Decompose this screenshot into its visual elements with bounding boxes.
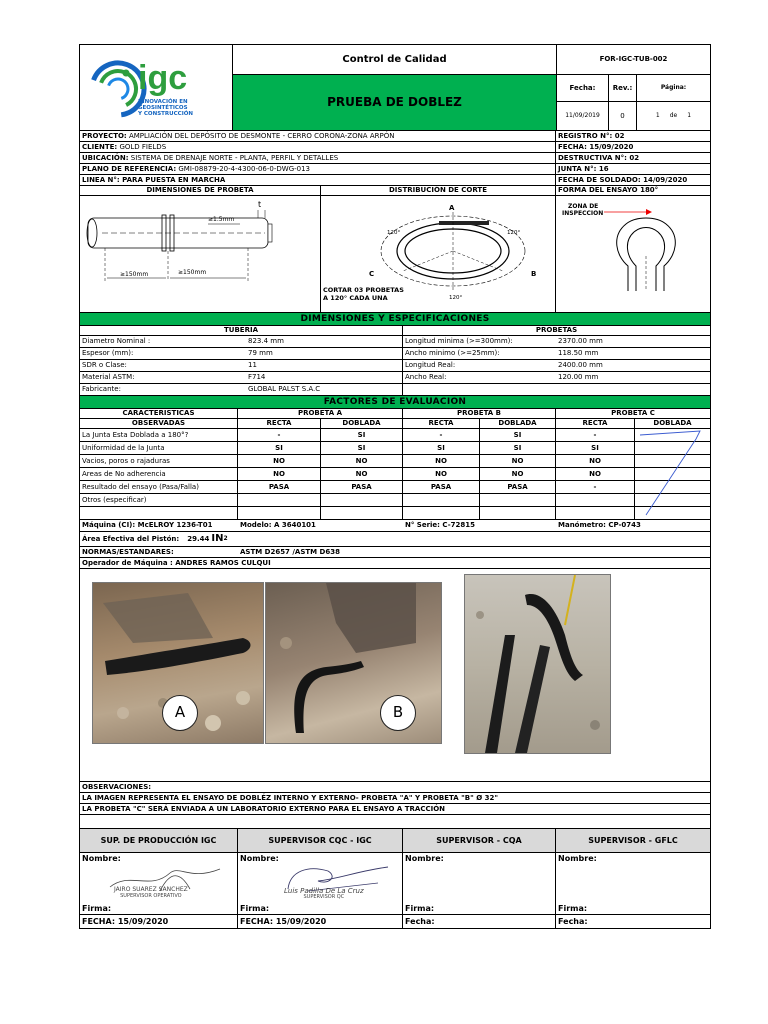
factor-value: NO (321, 455, 403, 467)
factor-row (80, 442, 710, 455)
proyecto-label: PROYECTO: (82, 131, 127, 140)
probeta-spec-label: Ancho minimo (>=25mm): (405, 349, 500, 358)
maquina: Máquina (CI): McELROY 1236-T01 (82, 521, 213, 530)
svg-text:INNOVACIÓN EN: INNOVACIÓN EN (138, 98, 188, 105)
probeta-spec-value: 2400.00 mm (558, 361, 603, 370)
probeta-spec-label: Longitud Real: (405, 361, 456, 370)
sig1-role: SUPERVISOR OPERATIVO (120, 892, 182, 899)
factor-value: SI (321, 442, 403, 454)
c-recta: RECTA (556, 419, 635, 428)
probeta-spec-label: Longitud minima (>=300mm): (405, 337, 513, 346)
factor-row (80, 494, 710, 507)
observaciones-line1-row (80, 793, 710, 804)
signature-block-2 (238, 853, 403, 914)
spec-value: 823.4 mm (238, 336, 403, 347)
factor-value: SI (321, 429, 403, 441)
dim-title: DIMENSIONES DE PROBETA (80, 186, 321, 195)
title-top: Control de Calidad (233, 45, 556, 75)
firma-label-4: Firma: (558, 903, 588, 913)
svg-text:GEOSINTÉTICOS: GEOSINTÉTICOS (138, 104, 188, 111)
factor-row (80, 481, 710, 494)
photo-label-b: B (380, 695, 416, 731)
cortar-line2: A 120° CADA UNA (323, 293, 388, 302)
nombre-label-2: Nombre: (240, 854, 279, 863)
factor-row (80, 455, 710, 468)
observaciones-label: OBSERVACIONES: (82, 782, 152, 791)
factor-value: PASA (403, 481, 480, 493)
sig2-role: SUPERVISOR QC (303, 894, 345, 901)
manometro: Manómetro: CP-0743 (558, 521, 641, 530)
plano-label: PLANO DE REFERENCIA: (82, 164, 177, 173)
operador-row (80, 558, 710, 569)
observaciones-label-row (80, 782, 710, 793)
cortar-line1: CORTAR 03 PROBETAS (323, 285, 404, 294)
destructiva: DESTRUCTIVA N°: 02 (558, 153, 640, 162)
c-doblada: DOBLADA (653, 419, 692, 428)
linea: LINEA N°: PARA PUESTA EN MARCHA (80, 175, 556, 185)
b-recta: RECTA (403, 419, 480, 428)
spec-label: Diametro Nominal : (82, 337, 151, 346)
ubicacion-row (80, 153, 710, 164)
factor-value: SI (403, 442, 480, 454)
plano-row (80, 164, 710, 175)
factor-value (556, 507, 635, 519)
deg-left: 120° (387, 229, 401, 236)
observaciones-line2-row (80, 804, 710, 815)
sig-fecha-2: FECHA: 15/09/2020 (238, 915, 403, 928)
probeta-c-header: PROBETA C (611, 409, 655, 418)
rev-label: Rev.: (609, 75, 637, 101)
probeta-dimension-diagram (80, 196, 321, 312)
cliente-label: CLIENTE: (82, 142, 118, 151)
sig1-name: JAIRO SUAREZ SANCHEZ (114, 886, 188, 893)
signature-block-1 (80, 853, 238, 914)
deg-right: 120° (507, 229, 521, 236)
spec-row (80, 348, 710, 360)
signature-dates (80, 915, 710, 928)
proyecto-value: AMPLIACIÓN DEL DEPÓSITO DE DESMONTE - CERRO CORONA-ZONA ARPÓN (128, 131, 395, 140)
nombre-label-4: Nombre: (558, 854, 597, 863)
signature-block-3 (403, 853, 556, 914)
specs-band-title: DIMENSIONES Y ESPECIFICACIONES (80, 313, 710, 325)
factor-value (556, 494, 635, 506)
dim-150mm-right: ≥150mm (178, 268, 207, 276)
ubicacion-value: SISTEMA DE DRENAJE NORTE - PLANTA, PERFIL Y DETALLES (130, 153, 339, 162)
photo-label-a: A (162, 695, 198, 731)
sig2-name: Luis Padilla De La Cruz (284, 887, 364, 895)
spec-label: Fabricante: (82, 385, 121, 394)
spec-value: 79 mm (238, 348, 403, 359)
spec-value: GLOBAL PALST S.A.C (238, 384, 403, 395)
probeta-a-header: PROBETA A (238, 409, 403, 418)
probeta-b-header: PROBETA B (403, 409, 556, 418)
nombre-label-3: Nombre: (405, 854, 444, 863)
area-value: 29.44 (187, 534, 210, 543)
factor-value (321, 507, 403, 519)
factor-row (80, 468, 710, 481)
factor-value: NO (403, 468, 480, 480)
spec-row (80, 360, 710, 372)
fecha-soldado: FECHA DE SOLDADO: 14/09/2020 (558, 175, 688, 184)
factor-label: Vacios, poros o rajaduras (80, 455, 238, 467)
area-piston (80, 532, 710, 546)
fecha-info: FECHA: 15/09/2020 (558, 142, 634, 151)
factor-row (80, 429, 710, 442)
sig-head-2: SUPERVISOR CQC - IGC (238, 829, 403, 852)
normas-row (80, 547, 710, 558)
spec-value: F714 (238, 372, 403, 383)
factor-value: - (556, 481, 635, 493)
page-title: PRUEBA DE DOBLEZ (233, 75, 556, 130)
factor-value: NO (480, 468, 556, 480)
page-number: 1 de 1 (655, 111, 692, 119)
factors-band-title: FACTORES DE EVALUACION (80, 396, 710, 408)
a-doblada: DOBLADA (321, 419, 403, 428)
sig-head-4: SUPERVISOR - GFLC (588, 835, 678, 845)
probeta-spec-value (556, 384, 710, 395)
spec-row (80, 384, 710, 396)
factor-value (238, 507, 321, 519)
factor-value: NO (238, 455, 321, 467)
photo-probeta-samples (464, 574, 611, 754)
probeta-spec-value: 2370.00 mm (558, 337, 603, 346)
tuberia-header: TUBERIA (80, 326, 403, 335)
title-block (233, 45, 557, 130)
area-exp: 2 (223, 534, 228, 542)
zona-line1: ZONA DE (568, 202, 599, 210)
factor-value: NO (238, 468, 321, 480)
spec-row (80, 336, 710, 348)
photo-probeta-b (265, 582, 442, 744)
label-b: B (531, 269, 537, 278)
machine-row (80, 520, 710, 532)
factor-value: - (556, 429, 635, 441)
observaciones-line2: LA PROBETA "C" SERÁ ENVIADA A UN LABORATORIO EXTERNO PARA EL ENSAYO A TRACCIÓN (82, 804, 446, 813)
spec-label: Material ASTM: (82, 373, 135, 382)
forma-title: FORMA DEL ENSAYO 180° (558, 186, 659, 195)
sig-fecha-4: Fecha: (558, 916, 588, 926)
sig-head-3: SUPERVISOR - CQA (403, 829, 556, 852)
area-unit: IN (211, 533, 224, 545)
sig-fecha-1: FECHA: 15/09/2020 (80, 915, 238, 928)
probetas-header: PROBETAS (535, 326, 578, 335)
factor-label: Areas de No adherencia (80, 468, 238, 480)
factor-value: NO (480, 455, 556, 467)
probeta-spec-value: 120.00 mm (558, 373, 599, 382)
factor-label: Otros (especificar) (80, 494, 238, 506)
firma-label-1: Firma: (82, 903, 112, 913)
observaciones-blank-row (80, 815, 710, 829)
photos-row (80, 569, 710, 782)
nombre-label-1: Nombre: (82, 854, 121, 863)
cliente-row (80, 142, 710, 153)
label-a: A (449, 203, 455, 212)
linea-row (80, 175, 710, 186)
normas-value: ASTM D2657 /ASTM D638 (240, 547, 340, 556)
cut-distribution-diagram (321, 196, 556, 312)
factor-value: PASA (480, 481, 556, 493)
signature-body (80, 853, 710, 915)
diagrams-row (80, 196, 710, 313)
probeta-spec-label (403, 384, 556, 395)
factor-value (403, 494, 480, 506)
bend-test-diagram (556, 196, 710, 312)
factor-label (80, 507, 238, 519)
igc-logo (80, 45, 232, 130)
probeta-spec-label: Ancho Real: (405, 373, 447, 382)
factor-label: Uniformidad de la Junta (80, 442, 238, 454)
factor-value (238, 494, 321, 506)
pagina-label: Página: (660, 83, 687, 91)
firma-label-3: Firma: (405, 903, 435, 913)
b-doblada: DOBLADA (480, 419, 556, 428)
specs-subheader (80, 326, 710, 336)
factor-value (321, 494, 403, 506)
firma-label-2: Firma: (240, 903, 270, 913)
spec-row (80, 372, 710, 384)
dist-title: DISTRIBUCIÓN DE CORTE (321, 186, 556, 195)
sig-fecha-3: Fecha: (403, 915, 556, 928)
factors-header-1 (80, 409, 710, 419)
spec-value: 11 (238, 360, 403, 371)
form-header (80, 45, 710, 131)
svg-text:Y CONSTRUCCIÓN: Y CONSTRUCCIÓN (138, 110, 194, 117)
factor-value (480, 494, 556, 506)
signature-block-4 (556, 853, 710, 914)
factor-value: NO (321, 468, 403, 480)
dim-1-5mm: ≥1.5mm (208, 215, 235, 223)
factor-value: NO (403, 455, 480, 467)
zona-line2: INSPECCION (562, 209, 604, 217)
factor-value: SI (556, 442, 635, 454)
form-code: FOR-IGC-TUB-002 (557, 45, 710, 75)
spec-label: Espesor (mm): (82, 349, 134, 358)
factor-value: - (238, 429, 321, 441)
factor-value: SI (480, 442, 556, 454)
diagram-titles (80, 186, 710, 196)
normas-label: NORMAS/ESTANDARES: (82, 547, 174, 556)
factor-value: - (403, 429, 480, 441)
doc-control (557, 45, 710, 130)
serie: N° Serie: C-72815 (405, 521, 475, 530)
dim-150mm-left: ≥150mm (120, 270, 149, 278)
factor-value: SI (480, 429, 556, 441)
plano-value: GMI-08879-20-4-4300-06-0-DWG-013 (178, 164, 311, 173)
specs-band (80, 313, 710, 326)
a-recta: RECTA (238, 419, 321, 428)
factor-rows (80, 429, 710, 520)
registro: REGISTRO N°: 02 (558, 131, 625, 140)
logo-text: igc (138, 58, 188, 97)
fecha-label: Fecha: (557, 75, 609, 101)
factor-value: NO (556, 455, 635, 467)
t-label: t (258, 199, 262, 209)
factor-label: La Junta Esta Doblada a 180°? (80, 429, 238, 441)
operador: Operador de Máquina : ANDRES RAMOS CULQUI (82, 558, 271, 567)
rev-value: 0 (609, 102, 637, 130)
area-row (80, 532, 710, 547)
cliente-value: GOLD FIELDS (119, 142, 167, 151)
label-c: C (369, 269, 375, 278)
factor-value (480, 507, 556, 519)
car-header-2: OBSERVADAS (80, 419, 238, 428)
probeta-spec-value: 118.50 mm (558, 349, 599, 358)
factor-value: SI (238, 442, 321, 454)
factors-header-2 (80, 419, 710, 429)
proyecto-row (80, 131, 710, 142)
modelo: Modelo: A 3640101 (240, 521, 316, 530)
sig-head-1: SUP. DE PRODUCCIÓN IGC (80, 829, 238, 852)
cancel-stroke (638, 429, 710, 521)
spec-label: SDR o Clase: (82, 361, 127, 370)
spec-rows (80, 336, 710, 396)
factor-value (403, 507, 480, 519)
junta: JUNTA N°: 16 (558, 164, 609, 173)
factor-value: PASA (238, 481, 321, 493)
signature-heads (80, 829, 710, 853)
factor-row (80, 507, 710, 520)
quality-control-form (79, 44, 711, 929)
factors-band (80, 396, 710, 409)
car-header-1: CARACTERISTICAS (80, 409, 238, 418)
fecha-value: 11/09/2019 (557, 102, 609, 130)
observaciones-line1: LA IMAGEN REPRESENTA EL ENSAYO DE DOBLÉZ INTERNO Y EXTERNO- PROBETA "A" Y PROBETA "B" Ø 32" (82, 793, 498, 802)
factor-value: PASA (321, 481, 403, 493)
factor-value: NO (556, 468, 635, 480)
factor-label: Resultado del ensayo (Pasa/Falla) (80, 481, 238, 493)
logo-cell (80, 45, 233, 130)
area-label: Área Efectiva del Pistón: (82, 534, 180, 543)
deg-bottom: 120° (449, 294, 463, 301)
ubicacion-label: UBICACIÓN: (82, 153, 129, 162)
